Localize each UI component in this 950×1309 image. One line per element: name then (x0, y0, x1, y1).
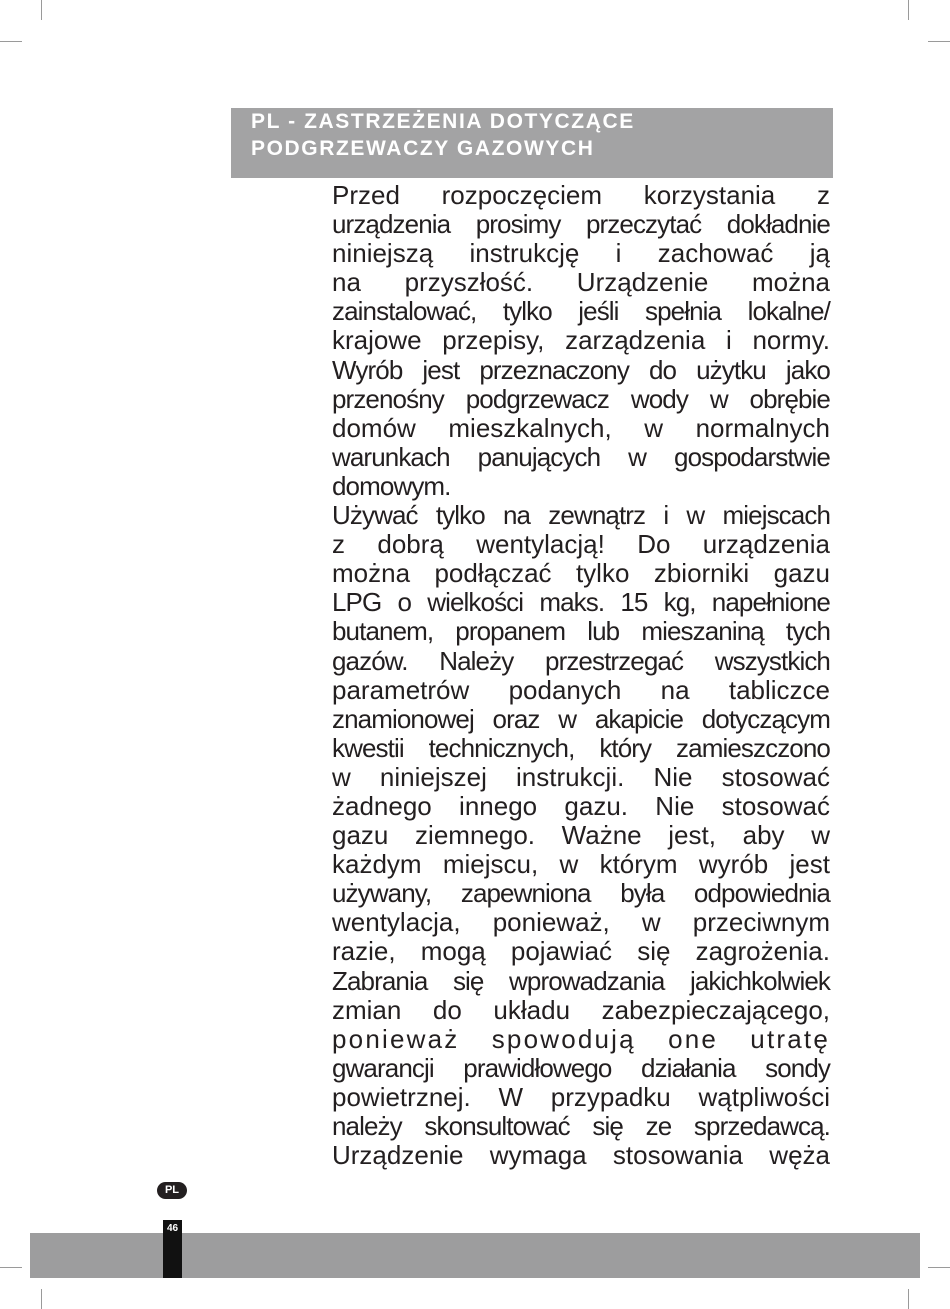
text-line: kwestii technicznych, który zamieszczono (332, 732, 830, 763)
section-title (251, 108, 635, 162)
text-line: Zabrania się wprowadzania jakichkolwiek (332, 965, 830, 996)
text-line: krajowe przepisy, zarządzenia i normy. (332, 325, 830, 356)
text-line: warunkach panujących w gospodarstwie (332, 441, 830, 472)
language-badge: PL (157, 1182, 187, 1199)
text-line: Urządzenie wymaga stosowania węża (332, 1140, 830, 1171)
text-line: każdym miejscu, w którym wyrób jest (332, 849, 830, 880)
crop-mark (908, 0, 909, 20)
text-line: urządzenia prosimy przeczytać dokładnie (332, 209, 830, 240)
crop-mark (0, 1267, 22, 1268)
crop-mark (928, 1267, 950, 1268)
section-header (231, 108, 833, 178)
text-line: razie, mogą pojawiać się zagrożenia. (332, 936, 830, 967)
text-line: w niniejszej instrukcji. Nie stosować (332, 761, 830, 792)
text-line: na przyszłość. Urządzenie można (332, 267, 830, 298)
crop-mark (928, 41, 950, 42)
text-line: gwarancji prawidłowego działania sondy (332, 1052, 830, 1083)
text-line: Używać tylko na zewnątrz i w miejscach (332, 500, 830, 531)
text-line: należy skonsultować się ze sprzedawcą. (332, 1111, 830, 1141)
text-line: zmian do układu zabezpieczającego, (332, 994, 830, 1025)
crop-mark (41, 1289, 42, 1309)
text-line: domowym. (332, 470, 451, 501)
page-number: 46 (166, 1223, 179, 1234)
crop-mark (0, 41, 22, 42)
text-line: powietrznej. W przypadku wątpliwości (332, 1081, 830, 1112)
page-number-tab (163, 1220, 182, 1278)
text-line: gazu ziemnego. Ważne jest, aby w (332, 820, 830, 851)
text-line: używany, zapewniona była odpowiednia (332, 878, 830, 909)
text-line: gazów. Należy przestrzegać wszystkich (332, 645, 830, 676)
text-line: wentylacja, ponieważ, w przeciwnym (332, 907, 830, 938)
text-line: parametrów podanych na tabliczce (332, 674, 830, 705)
text-line: znamionowej oraz w akapicie dotyczącym (332, 703, 830, 734)
section-title-line-2: PODGRZEWACZY GAZOWYCH (251, 137, 595, 160)
text-line: z dobrą wentylacją! Do urządzenia (332, 529, 830, 560)
text-line: ponieważ spowodują one utratę (332, 1023, 830, 1054)
text-line: LPG o wielkości maks. 15 kg, napełnione (332, 587, 830, 618)
text-line: zainstalować, tylko jeśli spełnia lokalne/ (332, 296, 830, 327)
text-line: można podłączać tylko zbiorniki gazu (332, 558, 830, 589)
text-line: domów mieszkalnych, w normalnych (332, 412, 830, 443)
text-line: przenośny podgrzewacz wody w obrębie (332, 383, 830, 414)
crop-mark (908, 1289, 909, 1309)
section-title-line-1: PL - ZASTRZEŻENIA DOTYCZĄCE (251, 110, 635, 133)
crop-mark (41, 0, 42, 20)
text-line: Wyrób jest przeznaczony do użytku jako (332, 354, 830, 385)
safety-text (332, 181, 830, 1170)
text-line: niniejszą instrukcję i zachować ją (332, 238, 830, 269)
text-line: żadnego innego gazu. Nie stosować (332, 790, 830, 821)
text-line: Przed rozpoczęciem korzystania z (332, 180, 830, 210)
text-line: butanem, propanem lub mieszaniną tych (332, 616, 830, 647)
